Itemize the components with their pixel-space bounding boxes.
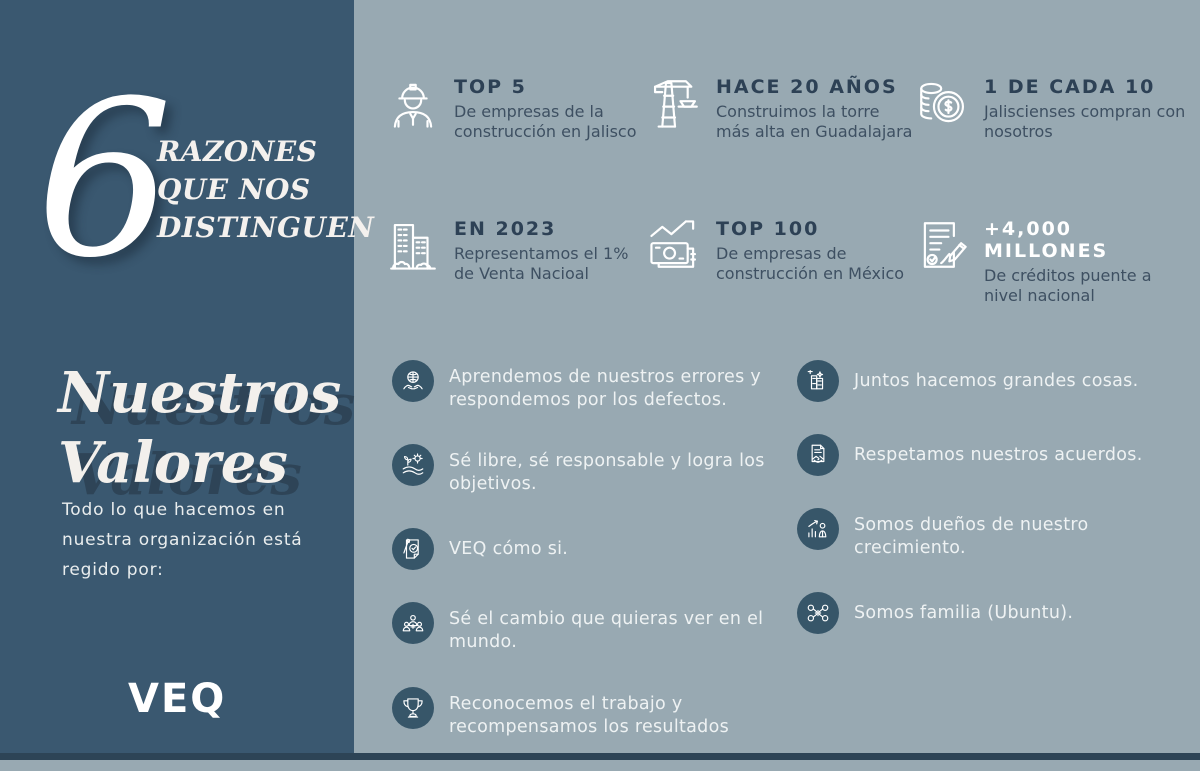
values-area bbox=[392, 360, 1182, 771]
value-text: Aprendemos de nuestros errores y respondemos por los defectos. bbox=[449, 367, 762, 411]
stat-top5 bbox=[384, 72, 646, 142]
stat-description: Jaliscienses compran con nosotros bbox=[984, 102, 1186, 141]
building-blocks-icon bbox=[797, 360, 839, 402]
value-item bbox=[797, 508, 1182, 560]
stat-1-de-cada-10 bbox=[914, 72, 1194, 142]
value-text: Somos familia (Ubuntu). bbox=[854, 603, 1074, 624]
stat-title: +4,000 MILLONES bbox=[984, 218, 1109, 262]
stat-text bbox=[716, 214, 914, 284]
crane-icon bbox=[646, 72, 704, 134]
stat-title: TOP 100 bbox=[716, 218, 820, 240]
value-item bbox=[392, 360, 797, 412]
stat-title: TOP 5 bbox=[454, 76, 527, 98]
value-text: Somos dueños de nuestro crecimiento. bbox=[854, 515, 1089, 559]
trophy-icon bbox=[392, 687, 434, 729]
stat-title: HACE 20 AÑOS bbox=[716, 76, 898, 98]
money-growth-icon bbox=[646, 214, 704, 276]
field-growth-icon bbox=[392, 444, 434, 486]
stat-title: EN 2023 bbox=[454, 218, 557, 240]
values-title-line-1: Nuestros bbox=[58, 360, 342, 426]
stat-description: Representamos el 1% de Venta Nacioal bbox=[454, 244, 629, 283]
team-icon bbox=[392, 602, 434, 644]
big-number-6: 6 bbox=[36, 54, 173, 305]
values-title-line-2: Valores bbox=[58, 430, 288, 496]
family-network-icon bbox=[797, 592, 839, 634]
value-item bbox=[392, 528, 797, 570]
value-text: Reconocemos el trabajo y recompensamos los resultados bbox=[449, 693, 730, 737]
globe-hands-icon bbox=[392, 360, 434, 402]
stat-text bbox=[454, 72, 646, 142]
veq-logo: VEQ bbox=[128, 676, 227, 722]
stat-text bbox=[984, 214, 1194, 306]
value-item bbox=[797, 592, 1182, 634]
stat-text bbox=[454, 214, 646, 284]
stat-description: De empresas de la construcción en Jalisco bbox=[454, 102, 637, 141]
bottom-accent-strip bbox=[0, 753, 1200, 760]
headline bbox=[157, 133, 374, 246]
value-text: Respetamos nuestros acuerdos. bbox=[854, 445, 1143, 465]
agreement-handshake-icon bbox=[797, 434, 839, 476]
values-section-title bbox=[58, 358, 341, 498]
stat-description: De empresas de construcción en México bbox=[716, 244, 905, 283]
buildings-icon bbox=[384, 214, 442, 276]
values-column-left bbox=[392, 360, 797, 771]
value-item bbox=[392, 444, 797, 496]
values-column-right bbox=[797, 360, 1182, 771]
sidebar bbox=[0, 0, 375, 760]
stat-hace-20-anos bbox=[646, 72, 914, 142]
stat-text bbox=[984, 72, 1194, 142]
contract-pen-icon bbox=[914, 214, 972, 276]
value-text: VEQ cómo si. bbox=[449, 539, 569, 560]
stat-title: 1 DE CADA 10 bbox=[984, 76, 1156, 98]
construction-worker-icon bbox=[384, 72, 442, 134]
values-subtitle: Todo lo que hacemos en nuestra organización está regido por: bbox=[62, 500, 303, 580]
stat-en-2023 bbox=[384, 214, 646, 306]
stat-description: Construimos la torre más alta en Guadalajara bbox=[716, 102, 913, 141]
stat-top100 bbox=[646, 214, 914, 306]
coins-icon bbox=[914, 72, 972, 134]
value-text: Sé libre, sé responsable y logra los objetivos. bbox=[449, 451, 765, 495]
headline-line-1: RAZONES bbox=[157, 135, 318, 168]
value-item bbox=[392, 687, 797, 739]
personal-growth-icon bbox=[797, 508, 839, 550]
value-item bbox=[797, 434, 1182, 476]
stats-grid bbox=[384, 72, 1184, 306]
value-text: Sé el cambio que quieras ver en el mundo. bbox=[449, 609, 764, 653]
value-item bbox=[797, 360, 1182, 402]
headline-line-3: DISTINGUEN bbox=[157, 210, 375, 244]
stat-4000-millones bbox=[914, 214, 1194, 306]
value-item bbox=[392, 602, 797, 654]
stat-description: De créditos puente a nivel nacional bbox=[984, 266, 1152, 305]
stat-text bbox=[716, 72, 914, 142]
value-text: Juntos hacemos grandes cosas. bbox=[854, 371, 1139, 391]
headline-line-2: QUE NOS bbox=[157, 172, 311, 206]
checklist-pen-icon bbox=[392, 528, 434, 570]
